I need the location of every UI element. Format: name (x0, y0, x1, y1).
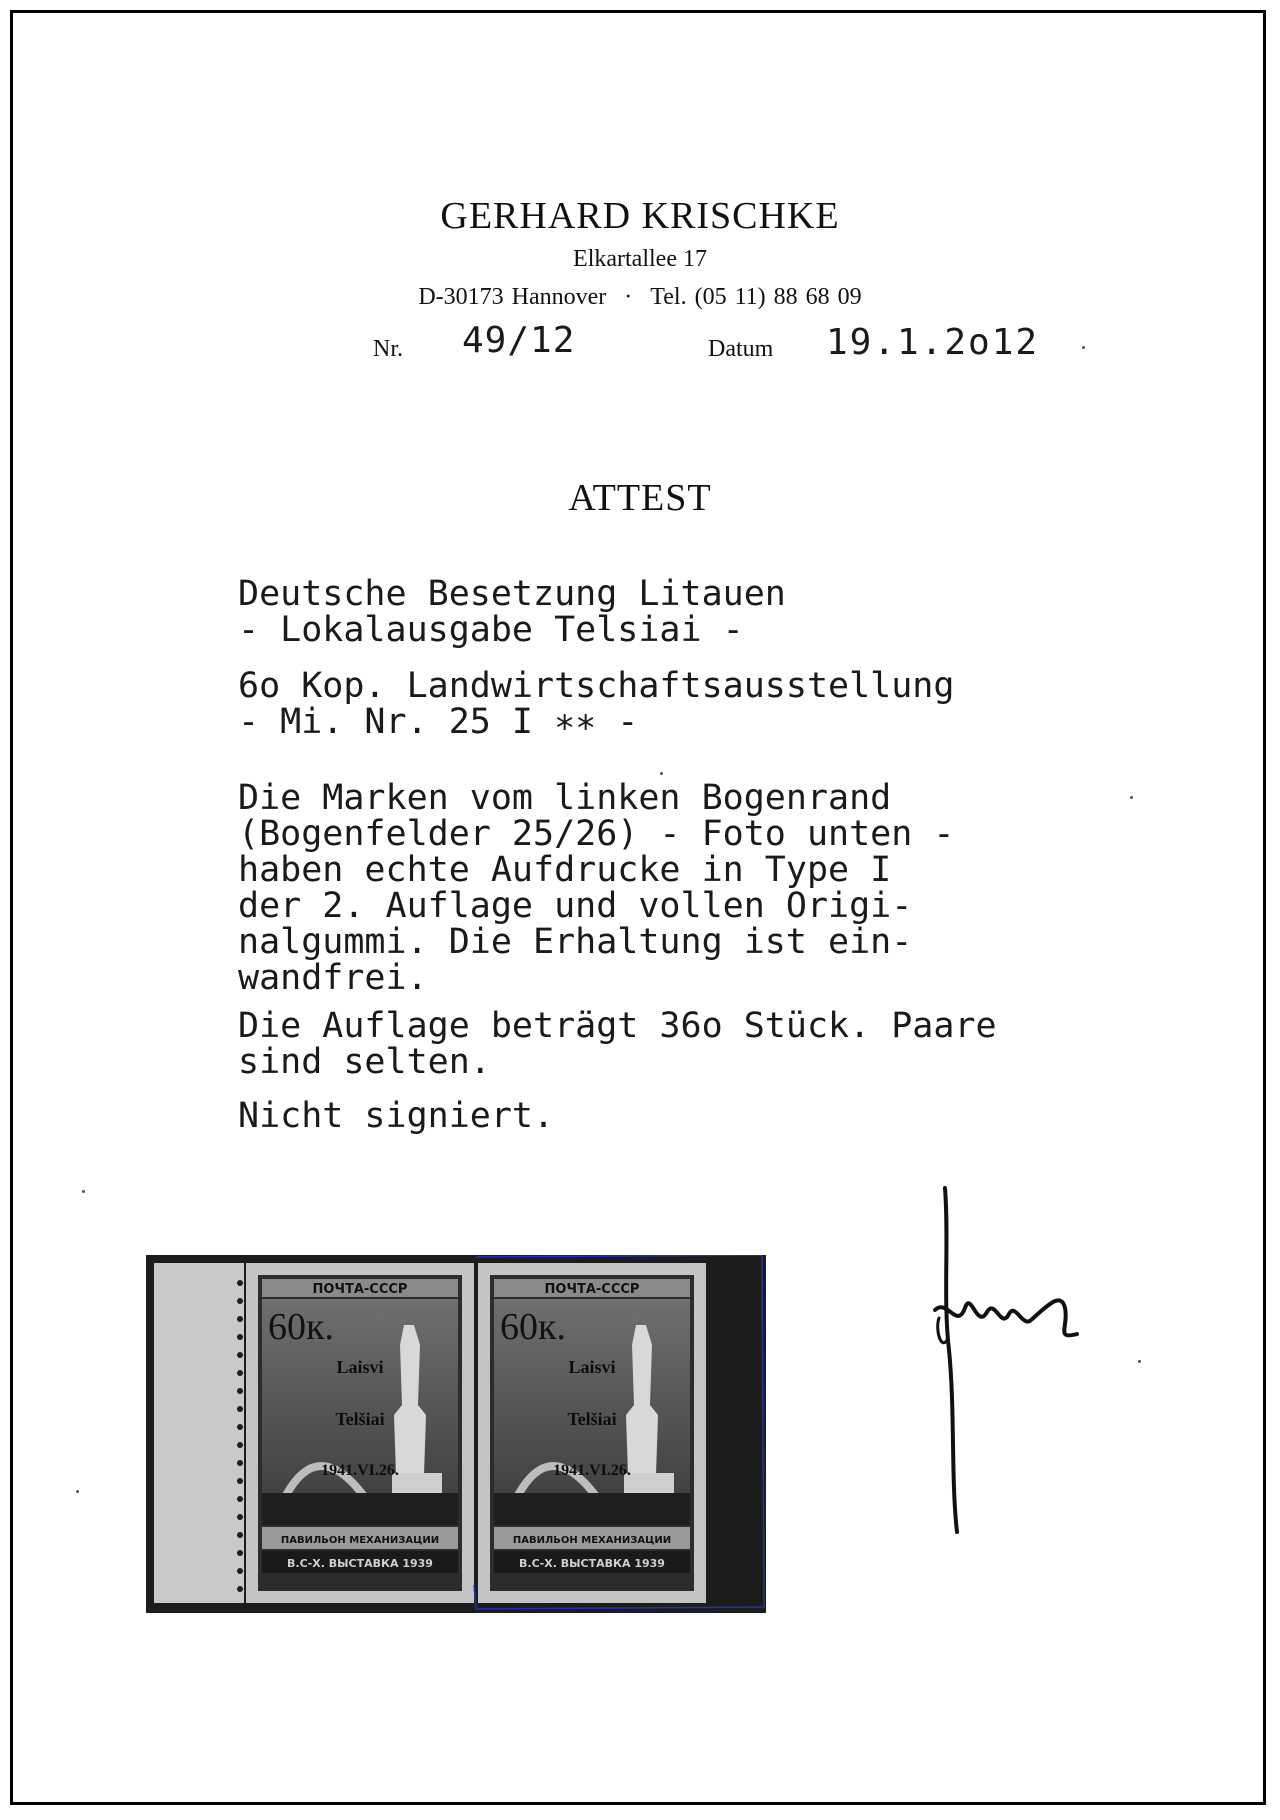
datum-value: 19.1.2o12 (826, 322, 1040, 363)
stamp-right (478, 1263, 706, 1603)
expert-name: GERHARD KRISCHKE (440, 195, 840, 237)
speck (82, 1190, 85, 1193)
expert-phone: Tel. (05 11) 88 68 09 (650, 284, 862, 310)
stamp-left (246, 1263, 474, 1603)
overprint-laisvi: Laisvi (336, 1357, 384, 1377)
body-line: 6o Kop. Landwirtschaftsausstellung (238, 666, 955, 706)
overprint-telsiai: Telšiai (335, 1409, 385, 1429)
body-line: - Mi. Nr. 25 I ∗∗ - (238, 702, 639, 742)
expert-street: Elkartallee 17 (573, 246, 707, 272)
body-line: (Bogenfelder 25/26) - Foto unten - (238, 814, 955, 854)
nr-value: 49/12 (462, 320, 576, 361)
speck (76, 1490, 79, 1493)
overprint-telsiai: Telšiai (567, 1409, 617, 1429)
body-line: nalgummi. Die Erhaltung ist ein- (238, 922, 913, 962)
datum-label: Datum (708, 336, 774, 362)
body-line: Die Marken vom linken Bogenrand (238, 778, 892, 818)
expert-city: D-30173 Hannover (418, 284, 607, 310)
body-line: sind selten. (238, 1042, 491, 1082)
stamp-value: 60к. (268, 1306, 334, 1348)
nr-label: Nr. (373, 336, 403, 362)
speck (1082, 346, 1085, 349)
paragraph-description (238, 780, 954, 996)
overprint-laisvi: Laisvi (568, 1357, 616, 1377)
body-line: wandfrei. (238, 958, 428, 998)
expert-city-phone (0, 284, 1280, 311)
overprint-date: 1941.VI.26. (553, 1462, 631, 1479)
stamp-pair-photo (146, 1255, 772, 1613)
paragraph-issue (238, 668, 954, 740)
paragraph-print-run (238, 1008, 997, 1080)
body-line: Deutsche Besetzung Litauen (238, 574, 786, 614)
body-line: Nicht signiert. (238, 1096, 555, 1136)
stamp-footer-2: В.С-Х. ВЫСТАВКА 1939 (287, 1557, 433, 1570)
body-line: haben echte Aufdrucke in Type I (238, 850, 892, 890)
separator-dot: · (624, 284, 633, 310)
paragraph-signed (238, 1098, 554, 1134)
document-title: ATTEST (568, 477, 712, 519)
body-line: - Lokalausgabe Telsiai - (238, 610, 744, 650)
speck (660, 772, 663, 775)
sheet-margin (154, 1263, 244, 1603)
speck (1130, 796, 1133, 799)
stamp-footer-1: ПАВИЛЬОН МЕХАНИЗАЦИИ (280, 1535, 440, 1546)
signature (905, 1180, 1105, 1540)
body-line: der 2. Auflage und vollen Origi- (238, 886, 913, 926)
stamp-header-text: ПОЧТА-СССР (312, 1282, 408, 1297)
stamp-footer-2: В.С-Х. ВЫСТАВКА 1939 (519, 1557, 665, 1570)
speck (1138, 1360, 1141, 1363)
overprint-date: 1941.VI.26. (321, 1462, 399, 1479)
stamp-value: 60к. (500, 1306, 566, 1348)
stamp-header-text: ПОЧТА-СССР (544, 1282, 640, 1297)
paragraph-subject (238, 576, 786, 648)
stamp-footer-1: ПАВИЛЬОН МЕХАНИЗАЦИИ (512, 1535, 672, 1546)
body-line: Die Auflage beträgt 36o Stück. Paare (238, 1006, 997, 1046)
